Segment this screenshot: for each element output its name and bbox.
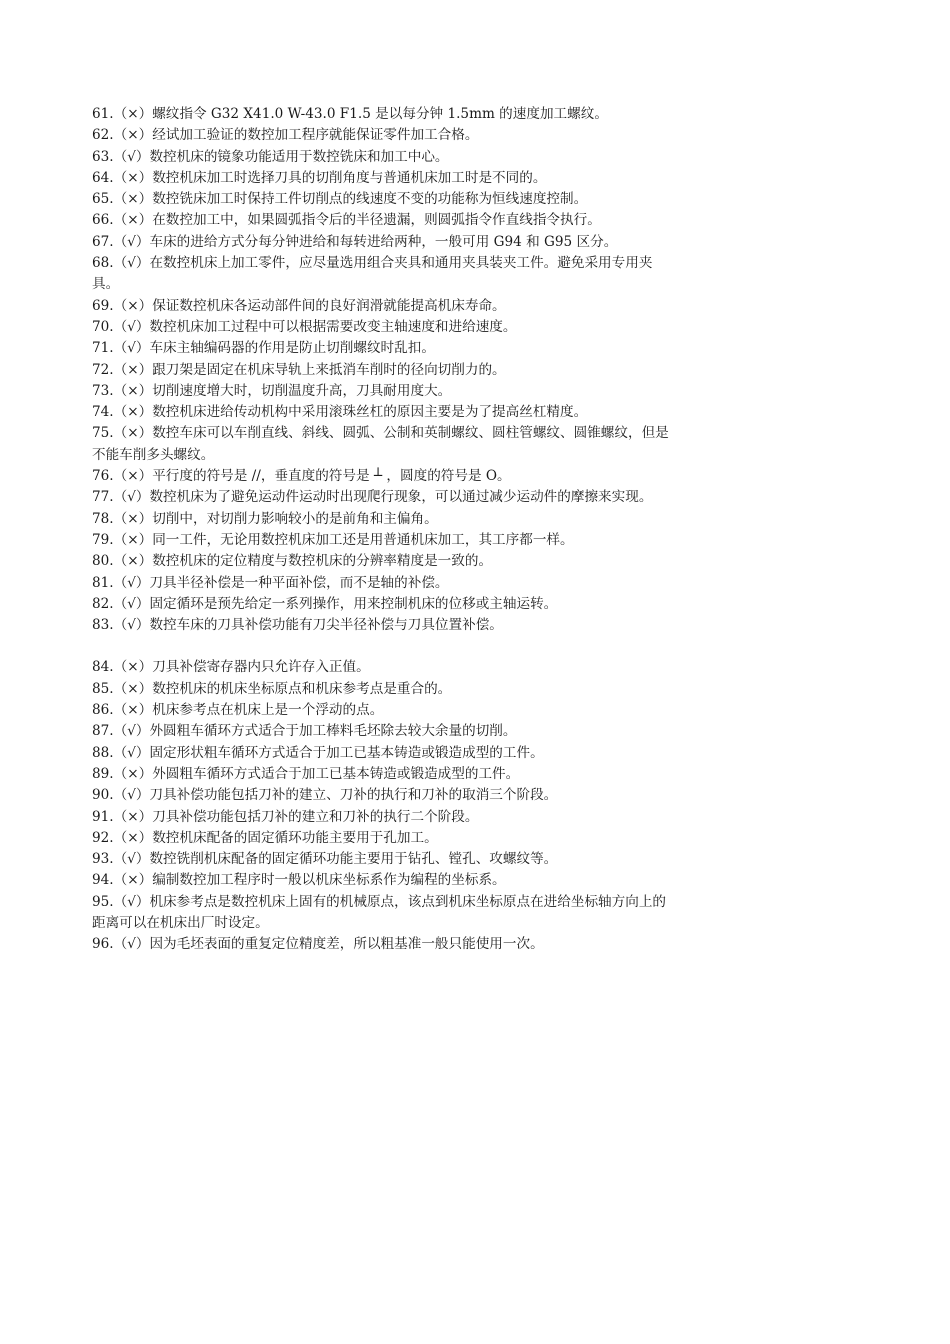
question-82: 82.（√）固定循环是预先给定一系列操作，用来控制机床的位移或主轴运转。 (92, 595, 558, 612)
question-81: 81.（√）刀具半径补偿是一种平面补偿，而不是轴的补偿。 (92, 574, 449, 591)
question-92: 92.（×）数控机床配备的固定循环功能主要用于孔加工。 (92, 829, 438, 846)
question-94: 94.（×）编制数控加工程序时一般以机床坐标系作为编程的坐标系。 (92, 872, 506, 889)
question-83: 83.（√）数控车床的刀具补偿功能有刀尖半径补偿与刀具位置补偿。 (92, 617, 503, 634)
question-67: 67.（√）车床的进给方式分每分钟进给和每转进给两种，一般可用 G94 和 G95 区分。 (92, 233, 618, 250)
question-71: 71.（√）车床主轴编码器的作用是防止切削螺纹时乱扣。 (92, 340, 435, 357)
question-66: 66.（×）在数控加工中，如果圆弧指令后的半径遗漏，则圆弧指令作直线指令执行。 (92, 212, 601, 229)
question-96: 96.（√）因为毛坯表面的重复定位精度差，所以粗基准一般只能使用一次。 (92, 936, 544, 953)
question-65: 65.（×）数控铣床加工时保持工件切削点的线速度不变的功能称为恒线速度控制。 (92, 191, 588, 208)
question-62: 62.（×）经试加工验证的数控加工程序就能保证零件加工合格。 (92, 127, 479, 144)
question-list-61-83 (92, 104, 672, 636)
question-89: 89.（×）外圆粗车循环方式适合于加工已基本铸造或锻造成型的工件。 (92, 765, 520, 782)
question-88: 88.（√）固定形状粗车循环方式适合于加工已基本铸造或锻造成型的工件。 (92, 744, 544, 761)
question-63: 63.（√）数控机床的镜象功能适用于数控铣床和加工中心。 (92, 148, 449, 165)
question-91: 91.（×）刀具补偿功能包括刀补的建立和刀补的执行二个阶段。 (92, 808, 479, 825)
question-list-84-96 (92, 657, 672, 955)
question-69: 69.（×）保证数控机床各运动部件间的良好润滑就能提高机床寿命。 (92, 297, 506, 314)
question-77: 77.（√）数控机床为了避免运动件运动时出现爬行现象，可以通过减少运动件的摩擦来实现。 (92, 489, 653, 506)
question-70: 70.（√）数控机床加工过程中可以根据需要改变主轴速度和进给速度。 (92, 318, 517, 335)
question-73: 73.（×）切削速度增大时，切削温度升高，刀具耐用度大。 (92, 382, 452, 399)
section-spacer (92, 636, 672, 657)
question-68: 68.（√）在数控机床上加工零件，应尽量选用组合夹具和通用夹具装夹工件。避免采用专用夹具。 (92, 255, 653, 293)
question-72: 72.（×）跟刀架是固定在机床导轨上来抵消车削时的径向切削力的。 (92, 361, 506, 378)
question-95: 95.（√）机床参考点是数控机床上固有的机械原点，该点到机床坐标原点在进给坐标轴方向上的距离可以在机床出厂时设定。 (92, 893, 667, 931)
question-75: 75.（×）数控车床可以车削直线、斜线、圆弧、公制和英制螺纹、圆柱管螺纹、圆锥螺纹，但是不能车削多头螺纹。 (92, 425, 669, 463)
question-86: 86.（×）机床参考点在机床上是一个浮动的点。 (92, 702, 384, 719)
document-page (92, 104, 672, 956)
question-87: 87.（√）外圆粗车循环方式适合于加工棒料毛坯除去较大余量的切削。 (92, 723, 517, 740)
question-79: 79.（×）同一工件，无论用数控机床加工还是用普通机床加工，其工序都一样。 (92, 531, 574, 548)
question-61: 61.（×）螺纹指令 G32 X41.0 W-43.0 F1.5 是以每分钟 1.5mm 的速度加工螺纹。 (92, 106, 608, 122)
question-76: 76.（×）平行度的符号是 //，垂直度的符号是 ┴ ，圆度的符号是 O。 (92, 468, 511, 485)
question-80: 80.（×）数控机床的定位精度与数控机床的分辨率精度是一致的。 (92, 553, 493, 570)
question-78: 78.（×）切削中，对切削力影响较小的是前角和主偏角。 (92, 510, 438, 527)
question-93: 93.（√）数控铣削机床配备的固定循环功能主要用于钻孔、镗孔、攻螺纹等。 (92, 851, 558, 868)
question-85: 85.（×）数控机床的机床坐标原点和机床参考点是重合的。 (92, 680, 452, 697)
question-90: 90.（√）刀具补偿功能包括刀补的建立、刀补的执行和刀补的取消三个阶段。 (92, 787, 558, 804)
question-64: 64.（×）数控机床加工时选择刀具的切削角度与普通机床加工时是不同的。 (92, 169, 547, 186)
question-84: 84.（×）刀具补偿寄存器内只允许存入正值。 (92, 659, 370, 676)
question-74: 74.（×）数控机床进给传动机构中采用滚珠丝杠的原因主要是为了提高丝杠精度。 (92, 404, 588, 421)
